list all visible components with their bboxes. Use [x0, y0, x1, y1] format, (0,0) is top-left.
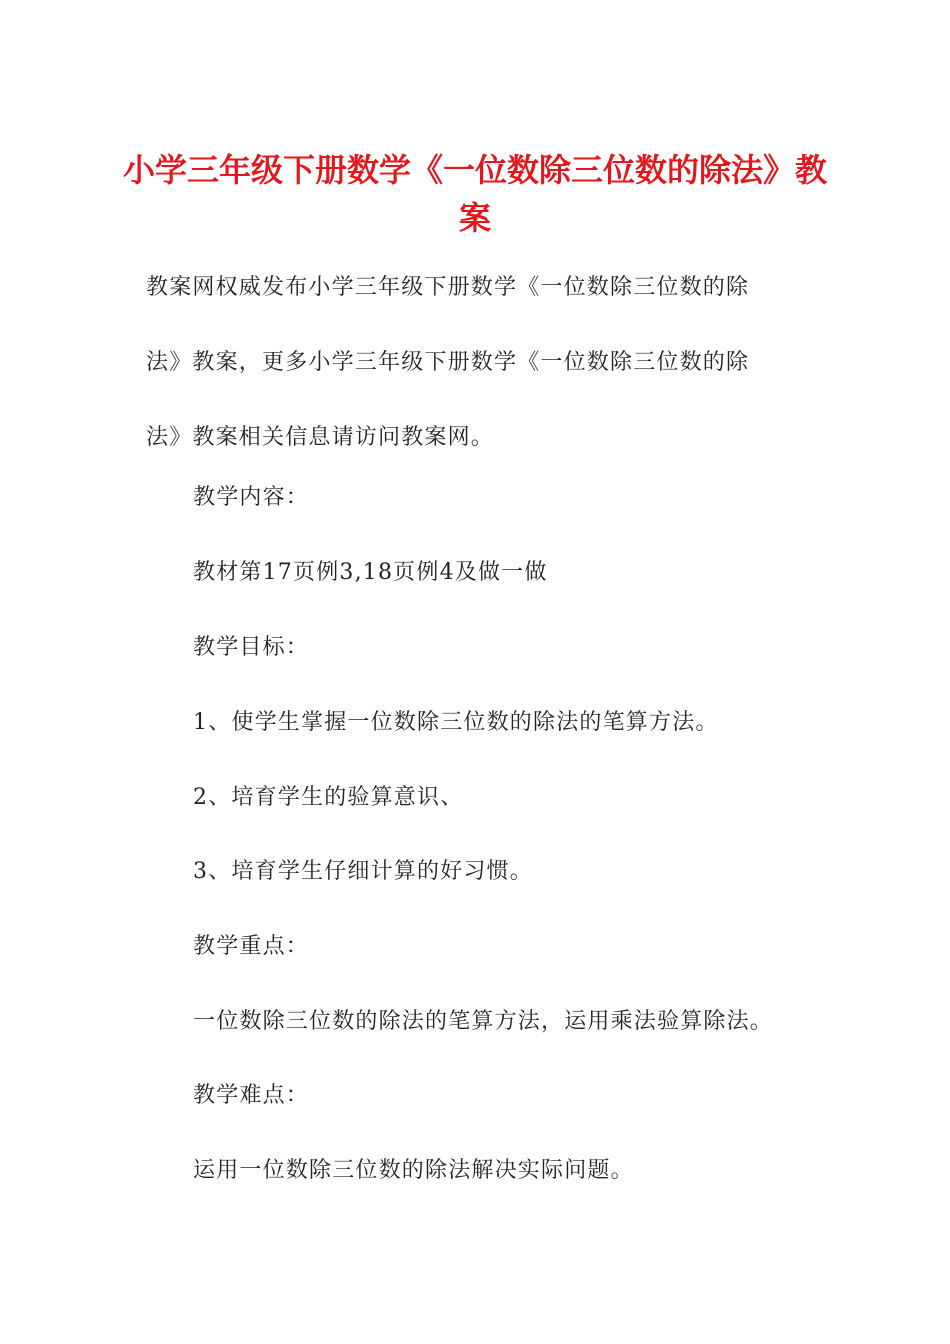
goal-item-1: 1、使学生掌握一位数除三位数的除法的笔算方法。 [193, 710, 719, 735]
teaching-content-text: 教材第17页例3,18页例4及做一做 [193, 560, 548, 585]
intro-line: 法》教案相关信息请访问教案网。 [146, 425, 495, 450]
intro-line: 法》教案，更多小学三年级下册数学《一位数除三位数的除 [146, 350, 750, 375]
heading-key-points: 教学重点： [193, 934, 310, 959]
heading-teaching-goals: 教学目标： [193, 635, 310, 660]
intro-line: 教案网权威发布小学三年级下册数学《一位数除三位数的除 [146, 275, 750, 300]
goal-item-3: 3、培育学生仔细计算的好习惯。 [193, 859, 533, 884]
difficulties-text: 运用一位数除三位数的除法解决实际问题。 [193, 1158, 634, 1183]
goal-item-2: 2、培育学生的验算意识、 [193, 785, 464, 810]
heading-difficulties: 教学难点： [193, 1083, 310, 1108]
key-points-text: 一位数除三位数的除法的笔算方法，运用乘法验算除法。 [193, 1009, 774, 1034]
intro-paragraph [146, 250, 786, 475]
heading-teaching-content: 教学内容： [193, 485, 310, 510]
document-title: 小学三年级下册数学《一位数除三位数的除法》教案 [122, 151, 827, 237]
